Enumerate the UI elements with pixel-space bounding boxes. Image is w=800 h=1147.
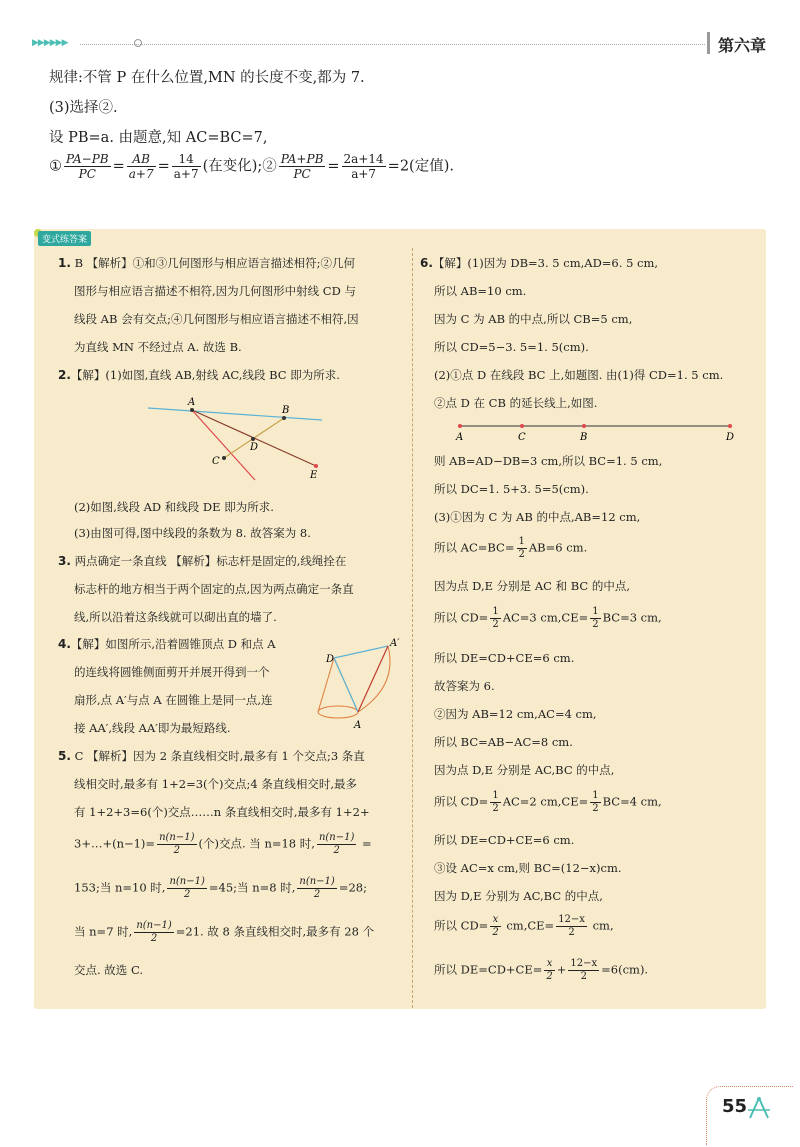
q1-line: 图形与相应语言描述不相符,因为几何图形中射线 CD 与 — [74, 284, 356, 298]
q6-line: 所以 AC=BC= $\frac{1}{2}$ AB=6 cm. — [434, 536, 588, 560]
q1-line: 1. B 【解析】①和③几何图形与相应语言描述相符;②几何 — [58, 256, 356, 270]
line-ab — [148, 408, 322, 420]
q6-line: 6.【解】(1)因为 DB=3. 5 cm,AD=6. 5 cm, — [420, 256, 659, 270]
point-a — [190, 408, 194, 412]
top-line-2: (3)选择②. — [49, 100, 118, 116]
q6-line: 所以 AB=10 cm. — [434, 284, 527, 298]
label-a: A — [188, 397, 196, 408]
fraction: $\frac{14}{a+7}$ — [173, 152, 199, 181]
q6-line: 所以 CD= $\frac{1}{2}$ AC=3 cm,CE= $\frac{1}{2}$ BC=3 cm, — [434, 606, 662, 630]
fraction: $\frac{1}{2}$ — [492, 606, 499, 630]
q5-line: 线相交时,最多有 1+2=3(个)交点;4 条直线相交时,最多 — [74, 777, 358, 791]
answer-tag: 变式练答案 — [38, 231, 91, 246]
fraction: $\frac{1}{2}$ — [592, 790, 599, 814]
q3-line: 线,所以沿着这条线就可以砌出直的墙了. — [74, 610, 277, 624]
q6-line: 所以 DC=1. 5+3. 5=5(cm). — [434, 482, 589, 496]
q3-line: 3. 两点确定一条直线 【解析】标志杆是固定的,线绳拴在 — [58, 554, 347, 568]
label-c: C — [518, 432, 526, 443]
label-c: C — [212, 456, 220, 467]
label-a: A — [354, 720, 362, 731]
q6-line: 因为点 D,E 分别是 AC,BC 的中点, — [434, 763, 615, 777]
point-c — [222, 456, 226, 460]
q6-line: (3)①因为 C 为 AB 的中点,AB=12 cm, — [434, 510, 641, 524]
q6-line: 故答案为 6. — [434, 679, 495, 693]
label-d: D — [726, 432, 735, 443]
q6-line: 所以 CD= $\frac{x}{2}$ cm,CE= $\frac{12-x}{2}$ cm, — [434, 914, 614, 938]
header-divider — [80, 44, 705, 45]
chapter-title: 第六章 — [718, 36, 767, 55]
header-arrows: ▶▶▶▶▶▶ — [32, 38, 68, 48]
q4-line: 的连线将圆锥侧面剪开并展开得到一个 — [74, 665, 270, 679]
figure-number-line — [450, 416, 750, 446]
fraction: $\frac{x}{2}$ — [546, 958, 553, 982]
fraction: $\frac{1}{2}$ — [518, 536, 525, 560]
formula-prefix: ① — [49, 158, 62, 175]
q5-line: 当 n=7 时, $\frac{n(n-1)}{2}$ =21. 故 8 条直线相交时,最多有 28 个 — [74, 920, 375, 944]
q3-line: 标志杆的地方相当于两个固定的点,因为两点确定一条直 — [74, 582, 354, 596]
compass-icon — [746, 1096, 772, 1120]
q6-line: ②点 D 在 CB 的延长线上,如图. — [434, 396, 598, 410]
formula-text: (在变化);② — [202, 158, 277, 175]
fraction: $\frac{n(n-1)}{2}$ — [136, 920, 172, 944]
q5-line: 153;当 n=10 时, $\frac{n(n-1)}{2}$ =45;当 n=8 时, $\frac{n(n-1)}{2}$ =28; — [74, 876, 367, 900]
point-b — [282, 416, 286, 420]
q6-line: 因为 D,E 分别为 AC,BC 的中点, — [434, 889, 603, 903]
fraction: $\frac{2a+14}{a+7}$ — [343, 152, 384, 181]
point-b — [582, 424, 586, 428]
fraction: $\frac{1}{2}$ — [592, 606, 599, 630]
q2-line: 2.【解】(1)如图,直线 AB,射线 AC,线段 BC 即为所求. — [58, 368, 340, 382]
segment-da-prime — [334, 646, 388, 658]
fraction: $\frac{n(n-1)}{2}$ — [318, 832, 355, 856]
figure-lines-abcde — [140, 392, 330, 482]
q1-line: 线段 AB 会有交点;④几何图形与相应语言描述不相符,因 — [74, 312, 359, 326]
q6-line: 因为 C 为 AB 的中点,所以 CB=5 cm, — [434, 312, 633, 326]
header-bar — [707, 32, 710, 54]
q2-line: (3)由图可得,图中线段的条数为 8. 故答案为 8. — [74, 526, 311, 540]
point-a — [458, 424, 462, 428]
fraction: $\frac{12-x}{2}$ — [558, 914, 585, 938]
column-divider — [412, 248, 413, 1008]
fraction: $\frac{1}{2}$ — [492, 790, 499, 814]
fraction: $\frac{x}{2}$ — [492, 914, 499, 938]
page-number: 55 — [722, 1096, 748, 1117]
q5-line: 5. C 【解析】因为 2 条直线相交时,最多有 1 个交点;3 条直 — [58, 749, 365, 763]
formula-text: =2(定值). — [387, 158, 454, 175]
q1-line: 为直线 MN 不经过点 A. 故选 B. — [74, 340, 242, 354]
q6-line: 所以 DE=CD+CE= $\frac{x}{2}$ + $\frac{12-x}{2}$ =6(cm). — [434, 958, 649, 982]
q6-line: 所以 DE=CD+CE=6 cm. — [434, 833, 575, 847]
q6-line: 所以 CD= $\frac{1}{2}$ AC=2 cm,CE= $\frac{1}{2}$ BC=4 cm, — [434, 790, 662, 814]
fraction: $\frac{12-x}{2}$ — [570, 958, 598, 982]
q4-line: 扇形,点 A′与点 A 在圆锥上是同一点,连 — [74, 693, 273, 707]
fraction: $\frac{AB}{a+7}$ — [128, 152, 154, 181]
q6-line: 所以 DE=CD+CE=6 cm. — [434, 651, 575, 665]
fraction: $\frac{n(n-1)}{2}$ — [169, 876, 205, 900]
fraction: $\frac{n(n-1)}{2}$ — [299, 876, 335, 900]
q6-line: 因为点 D,E 分别是 AC 和 BC 的中点, — [434, 579, 631, 593]
top-line-3: 设 PB=a. 由题意,知 AC=BC=7, — [49, 130, 268, 146]
label-a: A — [456, 432, 464, 443]
q6-line: 所以 CD=5−3. 5=1. 5(cm). — [434, 340, 589, 354]
q5-line: 交点. 故选 C. — [74, 963, 144, 977]
point-c — [520, 424, 524, 428]
q6-line: ③设 AC=x cm,则 BC=(12−x)cm. — [434, 861, 622, 875]
header-circle — [134, 39, 142, 47]
q6-line: ②因为 AB=12 cm,AC=4 cm, — [434, 707, 597, 721]
q5-line: 有 1+2+3=6(个)交点……n 条直线相交时,最多有 1+2+ — [74, 805, 370, 819]
label-a-prime: A′ — [390, 638, 400, 649]
point-d — [728, 424, 732, 428]
label-e: E — [310, 470, 318, 481]
label-b: B — [580, 432, 588, 443]
point-d — [251, 437, 255, 441]
cone-side — [318, 658, 334, 712]
q5-line: 3+…+(n−1)= $\frac{n(n-1)}{2}$ (个)交点. 当 n=18 时, $\frac{n(n-1)}{2}$ = — [74, 832, 372, 856]
point-e — [314, 464, 318, 468]
label-b: B — [282, 405, 290, 416]
q6-line: (2)①点 D 在线段 BC 上,如题图. 由(1)得 CD=1. 5 cm. — [434, 368, 724, 382]
label-d: D — [326, 654, 335, 665]
figure-cone — [312, 636, 407, 731]
fraction: $\frac{PA-PB}{PC}$ — [66, 152, 109, 181]
cone-base — [318, 706, 358, 718]
ray-ac — [192, 410, 255, 480]
fraction: $\frac{n(n-1)}{2}$ — [159, 832, 195, 856]
label-d: D — [250, 442, 259, 453]
segment-da — [334, 658, 358, 712]
top-line-1: 规律:不管 P 在什么位置,MN 的长度不变,都为 7. — [49, 70, 365, 86]
q4-line: 4.【解】如图所示,沿着圆锥顶点 D 和点 A — [58, 637, 276, 651]
q6-line: 所以 BC=AB−AC=8 cm. — [434, 735, 573, 749]
top-line-4: ① $\frac{PA-PB}{PC}$ = $\frac{AB}{a+7}$ = $\frac{14}{a+7}$ (在变化);② $\frac{PA+PB}{PC}$ = $\frac{2a+14}{a+7}$ =2(定值). — [49, 152, 454, 181]
q2-line: (2)如图,线段 AD 和线段 DE 即为所求. — [74, 500, 274, 514]
fraction: $\frac{PA+PB}{PC}$ — [280, 152, 324, 181]
q4-line: 接 AA′,线段 AA′即为最短路线. — [74, 721, 231, 735]
segment-aa-prime — [358, 646, 388, 712]
q6-line: 则 AB=AD−DB=3 cm,所以 BC=1. 5 cm, — [434, 454, 663, 468]
